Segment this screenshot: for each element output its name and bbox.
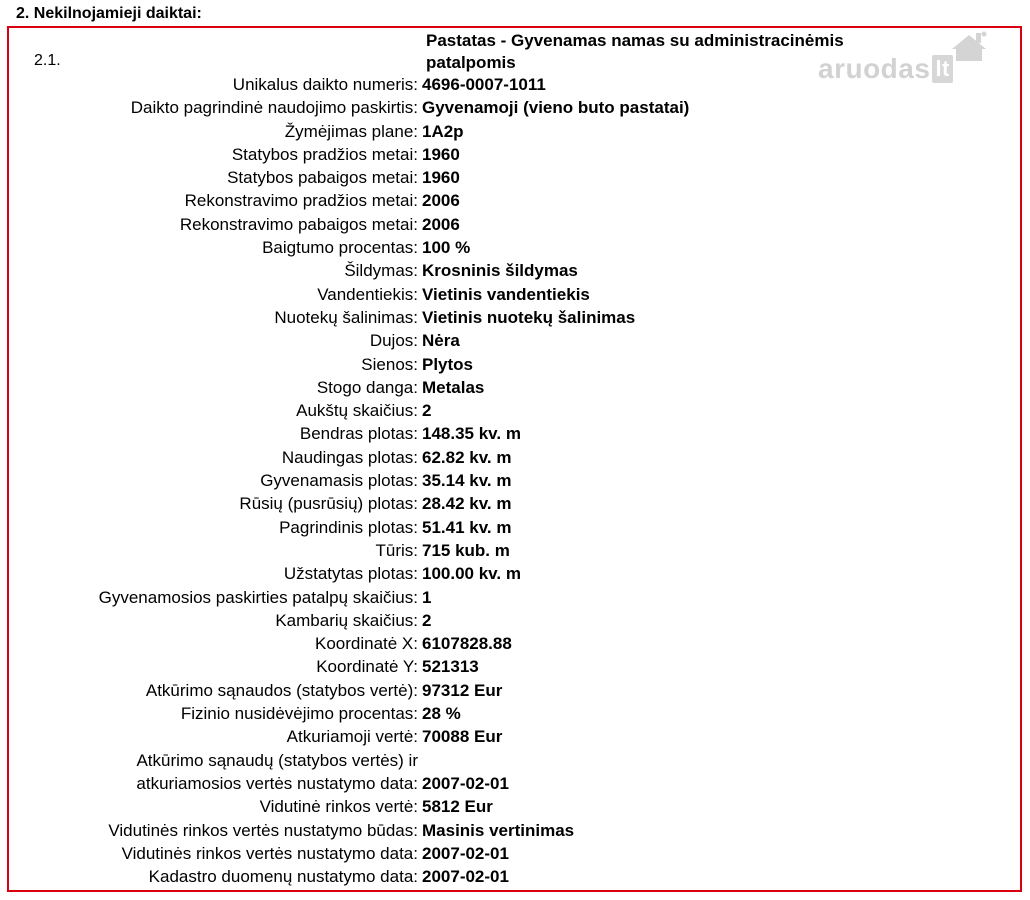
detail-label: Daikto pagrindinė naudojimo paskirtis:: [130, 98, 418, 118]
detail-value: 51.41 kv. m: [422, 517, 512, 537]
detail-label: Koordinatė X:: [314, 634, 418, 654]
detail-label: Kadastro duomenų nustatymo data:: [148, 867, 418, 887]
detail-label: Koordinatė Y:: [316, 657, 418, 677]
detail-row: [0, 819, 1030, 842]
detail-label: atkuriamosios vertės nustatymo data:: [136, 773, 418, 793]
property-title-line2: patalpomis: [426, 53, 516, 72]
detail-row: [0, 725, 1030, 748]
detail-value: 4696-0007-1011: [422, 75, 546, 94]
detail-value: 28.42 kv. m: [422, 494, 512, 514]
detail-value: 2006: [422, 191, 460, 211]
detail-value: 2007-02-01: [422, 773, 509, 793]
detail-value: 1960: [422, 168, 460, 188]
detail-value: 521313: [422, 657, 479, 677]
detail-label: Statybos pradžios metai:: [231, 144, 418, 164]
detail-row: [0, 586, 1030, 609]
detail-value: 100 %: [422, 238, 471, 258]
detail-label: Kambarių skaičius:: [275, 610, 418, 630]
detail-row: [0, 259, 1030, 282]
detail-value: 28 %: [422, 704, 461, 724]
detail-value: 70088 Eur: [422, 727, 503, 747]
detail-row: [0, 166, 1030, 189]
detail-value: 62.82 kv. m: [422, 447, 512, 467]
detail-row: [0, 516, 1030, 539]
detail-label: Statybos pabaigos metai:: [227, 168, 418, 188]
detail-row: [0, 632, 1030, 655]
detail-row: [0, 702, 1030, 725]
detail-label: Tūris:: [375, 540, 418, 560]
detail-value: 2007-02-01: [422, 867, 509, 887]
detail-row: [0, 562, 1030, 585]
detail-label: Aukštų skaičius:: [296, 401, 418, 421]
detail-label: Unikalus daikto numeris:: [232, 75, 418, 94]
detail-label: Rekonstravimo pradžios metai:: [184, 191, 418, 211]
detail-value: 715 kub. m: [422, 540, 510, 560]
house-icon: [948, 31, 990, 61]
property-title: [426, 30, 844, 74]
detail-label: Stogo danga:: [316, 377, 418, 397]
detail-label: Gyvenamosios paskirties patalpų skaičius:: [98, 587, 418, 607]
detail-value: Vietinis vandentiekis: [422, 284, 590, 304]
detail-label: Sienos:: [361, 354, 418, 374]
detail-row: [0, 446, 1030, 469]
detail-value: 2: [422, 610, 432, 630]
detail-value: 2007-02-01: [422, 843, 509, 863]
detail-value: 35.14 kv. m: [422, 471, 512, 491]
detail-row: [0, 213, 1030, 236]
detail-label: Vidutinė rinkos vertė:: [259, 797, 418, 817]
detail-label: Naudingas plotas:: [281, 447, 418, 467]
detail-row: [0, 749, 1030, 772]
detail-label: Rūsių (pusrūsių) plotas:: [239, 494, 418, 514]
detail-label: Atkūrimo sąnaudos (statybos vertė):: [145, 680, 418, 700]
watermark-suffix: lt: [932, 55, 952, 83]
detail-row: [0, 609, 1030, 632]
detail-row: [0, 469, 1030, 492]
detail-row: [0, 189, 1030, 212]
detail-row: [0, 772, 1030, 795]
detail-label: Atkūrimo sąnaudų (statybos vertės) ir: [136, 750, 418, 770]
detail-row: [0, 795, 1030, 818]
detail-label: Fizinio nusidėvėjimo procentas:: [180, 704, 418, 724]
detail-value: 97312 Eur: [422, 680, 503, 700]
detail-value: Nėra: [422, 331, 460, 351]
detail-value: 1: [422, 587, 432, 607]
detail-label: Pagrindinis plotas:: [279, 517, 418, 537]
detail-label: Bendras plotas:: [299, 424, 418, 444]
property-details-list: [0, 73, 1030, 888]
detail-value: Masinis vertinimas: [422, 820, 575, 840]
detail-value: 1A2p: [422, 121, 464, 141]
detail-row: [0, 143, 1030, 166]
detail-row: [0, 492, 1030, 515]
detail-value: Gyvenamoji (vieno buto pastatai): [422, 98, 690, 118]
detail-row: [0, 865, 1030, 888]
detail-label: Gyvenamasis plotas:: [260, 471, 418, 491]
detail-label: Užstatytas plotas:: [283, 564, 418, 584]
detail-row: [0, 306, 1030, 329]
detail-value: 1960: [422, 144, 460, 164]
detail-row: [0, 120, 1030, 143]
detail-row: [0, 376, 1030, 399]
detail-row: [0, 353, 1030, 376]
detail-value: Vietinis nuotekų šalinimas: [422, 307, 636, 327]
detail-value: 148.35 kv. m: [422, 424, 521, 444]
detail-row: [0, 96, 1030, 119]
detail-value: Krosninis šildymas: [422, 261, 578, 281]
detail-row: [0, 539, 1030, 562]
detail-row: [0, 283, 1030, 306]
detail-row: [0, 73, 1030, 96]
detail-row: [0, 679, 1030, 702]
detail-label: Vidutinės rinkos vertės nustatymo būdas:: [108, 820, 418, 840]
detail-row: [0, 399, 1030, 422]
detail-value: Plytos: [422, 354, 474, 374]
detail-label: Šildymas:: [344, 261, 418, 281]
watermark-text: aruodas: [818, 53, 931, 84]
detail-label: Nuotekų šalinimas:: [274, 307, 418, 327]
detail-label: Baigtumo procentas:: [262, 238, 418, 258]
detail-row: [0, 842, 1030, 865]
detail-row: [0, 655, 1030, 678]
detail-row: [0, 422, 1030, 445]
detail-value: 6107828.88: [422, 634, 512, 654]
detail-value: 5812 Eur: [422, 797, 493, 817]
detail-row: [0, 236, 1030, 259]
detail-value: 2: [422, 401, 432, 421]
detail-value: 2006: [422, 214, 460, 234]
detail-label: Žymėjimas plane:: [284, 121, 418, 141]
detail-value: Metalas: [422, 377, 485, 397]
detail-label: Rekonstravimo pabaigos metai:: [179, 214, 418, 234]
item-number: 2.1.: [34, 52, 61, 69]
detail-value: 100.00 kv. m: [422, 564, 521, 584]
detail-label: Vidutinės rinkos vertės nustatymo data:: [121, 843, 418, 863]
detail-label: Vandentiekis:: [317, 284, 418, 304]
section-heading: 2. Nekilnojamieji daiktai:: [16, 5, 202, 22]
detail-label: Dujos:: [369, 331, 418, 351]
property-title-line1: Pastatas - Gyvenamas namas su administracinėmis: [426, 31, 844, 50]
detail-label: Atkuriamoji vertė:: [286, 727, 418, 747]
detail-row: [0, 329, 1030, 352]
